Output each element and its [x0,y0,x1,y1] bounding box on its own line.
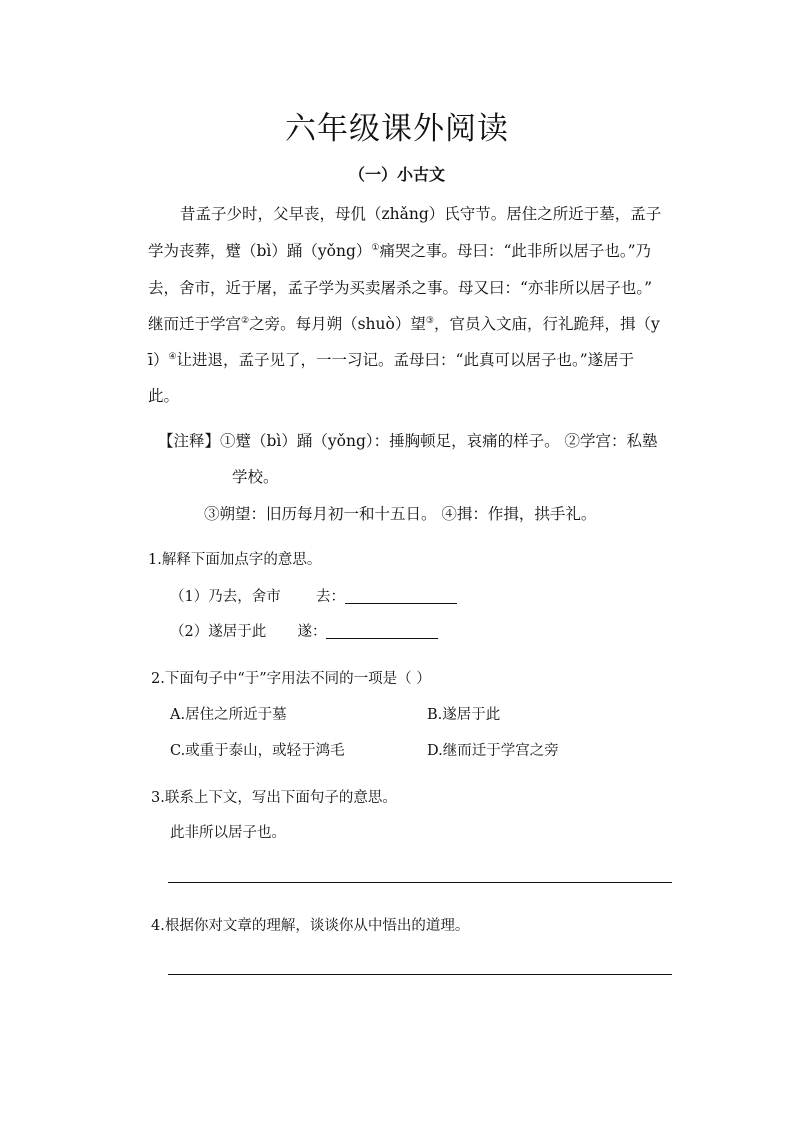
passage-line-5 [148,348,634,370]
passage-line-1: 昔孟子少时，父早丧，母仉（zhǎng）氏守节。居住之所近于墓，孟子 [180,205,662,223]
question-3-sentence: 此非所以居子也。 [170,825,286,841]
question-4-prompt: 4.根据你对文章的理解，谈谈你从中悟出的道理。 [151,918,470,934]
passage-text: ī） [148,351,169,369]
passage-text: 痛哭之事。母曰：“此非所以居子也。”乃 [379,242,652,260]
passage-text: 让进退，孟子见了，一一习记。孟母曰：“此真可以居子也。”遂居于 [176,351,635,369]
passage-line-6: 此。 [148,387,180,405]
item-key: 去： [315,589,345,605]
question-3-prompt: 3.联系上下文，写出下面句子的意思。 [151,790,397,806]
answer-blank[interactable] [326,624,438,639]
item-key: 遂： [297,624,327,640]
annotation-line-1: 【注释】①躄（bì）踊（yǒng）：捶胸顿足，哀痛的样子。 ②学宫：私塾 [158,432,658,450]
footnote-marker: ① [371,243,380,253]
section-heading: （一）小古文 [348,165,445,184]
annotation-line-1b: 学校。 [232,468,279,486]
answer-blank[interactable] [345,589,457,604]
option-a[interactable]: A.居住之所近于墓 [170,707,287,723]
footnote-marker: ③ [425,316,434,326]
question-1-item-1 [170,585,457,606]
option-c[interactable]: C.或重于泰山，或轻于鸿毛 [170,743,345,759]
annotation-line-2: ③朔望：旧历每月初一和十五日。 ④揖：作揖，拱手礼。 [204,505,597,523]
question-1-prompt: 1.解释下面加点字的意思。 [148,552,322,568]
option-b[interactable]: B.遂居于此 [427,707,501,723]
footnote-marker: ② [241,316,250,326]
question-1-item-2 [170,620,438,641]
passage-line-4 [148,312,660,334]
answer-line-q3[interactable] [168,882,672,883]
passage-text: ，官员入文庙，行礼跪拜，揖（y [433,315,660,333]
item-text: （1）乃去，舍市 [170,589,281,605]
answer-line-q4[interactable] [168,974,672,975]
page-title: 六年级课外阅读 [285,111,509,147]
passage-line-3: 去，舍市，近于屠，孟子学为买卖屠杀之事。母又曰：“亦非所以居子也。” [148,279,653,297]
passage-text: 学为丧葬，躄（bì）踊（yǒng） [148,242,372,260]
passage-text: 之旁。每月朔（shuò）望 [249,315,426,333]
passage-text: 继而迁于学宫 [148,315,242,333]
option-d[interactable]: D.继而迁于学宫之旁 [427,743,559,759]
item-text: （2）遂居于此 [170,624,267,640]
footnote-marker: ④ [168,352,177,362]
question-2-prompt: 2.下面句子中“于”字用法不同的一项是（ ） [151,671,431,687]
passage-line-2 [148,239,651,261]
